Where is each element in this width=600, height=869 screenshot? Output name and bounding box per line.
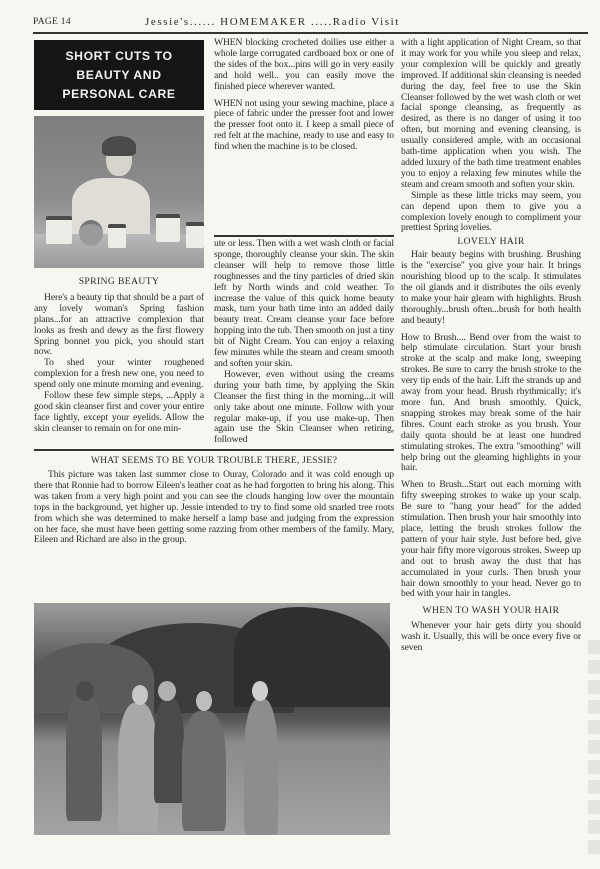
- banner-line: PERSONAL CARE: [62, 86, 176, 101]
- paragraph: with a light application of Night Cream, so that it may work for you while you sleep and relax, your complexion will be quickly and greatly improved. If additional skin cleansing is needed during the day, feel free to use the Skin Cleanser followed by the wet wash cloth or wet facial sponge cleansing, as frequently as desired, as there is no danger of using it too often, but morning and evening cleansing, is usually considered ample, with an occasional bath-time application when you wish. The added luxury of the bath time treatment enables you to enjoy a relaxing few minutes while the steam and cream smooth and soften your skin.: [401, 37, 581, 190]
- paragraph: Hair beauty begins with brushing. Brushing is the "exercise" you give your hair. It brings nourishing blood up to the scalp. It stimulates the oil glands and it distributes the oils evenly to make your hair gleam with highlights. Brush thoroughly...brush often...brush for both health and beauty!: [401, 249, 581, 326]
- photo-jar: [108, 224, 126, 248]
- watermark: [588, 640, 600, 860]
- trouble-text-block: [34, 470, 394, 546]
- lovely-hair-heading: LOVELY HAIR: [457, 236, 525, 248]
- page-header: [33, 14, 588, 32]
- photo-figure-hair: [102, 136, 136, 156]
- family-photo: [34, 603, 390, 835]
- page-number: PAGE 14: [33, 17, 71, 27]
- when-to-brush-paragraph: When to Brush...Start out each morning with fifty sweeping strokes to wake up your scalp. Be sure to "hang your head" for the added stimulation. Then brush your hair smoothly into place, letting the brush strokes follow the pattern of your hair style. Just before bed, give your hair fifty more vigorous strokes. Sweep up and out to brush away the dust that has accumulated in your curls. Then brush your hair down smoothly to your head. Never go to bed with your hair in tangles.: [401, 479, 581, 600]
- banner-line: BEAUTY AND: [76, 67, 162, 82]
- how-to-brush-paragraph: How to Brush.... Bend over from the waist to help stimulate circulation. Start your brush stroke at the scalp and make long, sweeping strokes. Be sure to carry the brush stroke to the very tip ends of the hair. Lift the strands up and away from your head. Brush rhythmically; it's more fun. And brush smoothly. Quick, snapping strokes may break some of the hair fibres. Count each stroke as you brush. Your daily quota should be at least one hundred stimulating strokes. The extra "smoothing" will help bring out the gleaming highlights in your hair.: [401, 331, 581, 474]
- paragraph: Whenever your hair gets dirty you should wash it. Usually, this will be once every five or seven: [401, 620, 581, 654]
- trouble-paragraph: This picture was taken last summer close to Ouray, Colorado and it was cold enough up there that Ronnie had to borrow Eileen's leather coat as he had forgotten to bring his along. This was taken from a very high point and you can see the clouds hanging low over the mountain tops in the background, yet higher up. Jessie intended to try to find some old snarled tree roots from which she was determined to make herself a lamp base and judging from the expression on her face, she must have been getting some razzing from other members of the family. Mary, Eileen and Richard are also in the group.: [34, 469, 394, 546]
- paragraph: To shed your winter roughened complexion for a fresh new one, you need to spend only one minute morning and evening.: [34, 357, 204, 391]
- beauty-photo: [34, 116, 204, 268]
- photo-jar: [186, 222, 204, 248]
- paragraph: ute or less. Then with a wet wash cloth or facial sponge, thoroughly cleanse your skin. The skin cleanser will help to remove those little roughnesses and the tiny particles of dried skin left by North winds and cold weather. To increase the value of this quick home beauty mask, turn your bath time into an added daily beauty treat. Cream cleanse your face before hopping into the tub. Then smooth on just a tiny bit of Night Cream. You can enjoy a relaxing few minutes while the steam and cream smooth and soften your skin.: [214, 238, 394, 369]
- photo-jar: [46, 216, 72, 244]
- paragraph: However, even without using the creams during your bath time, by applying the Skin Cleanser the first thing in the morning...it will only take about one minute. Follow with your regular make-up, if you use make-up. Then again use the Skin Cleanser when retiring, followed: [214, 368, 394, 446]
- photo-person-head: [196, 691, 212, 711]
- middle-column-text: [214, 239, 394, 446]
- header-divider: [33, 32, 588, 34]
- section-banner: [34, 40, 204, 110]
- photo-person: [118, 703, 158, 833]
- left-column-text: [34, 274, 204, 435]
- right-column-text: [401, 38, 581, 654]
- photo-person-head: [132, 685, 148, 705]
- trouble-heading: WHAT SEEMS TO BE YOUR TROUBLE THERE, JESSIE?: [90, 455, 338, 466]
- photo-person: [66, 691, 102, 821]
- paragraph: Here's a beauty tip that should be a part of any lovely woman's Spring fashion plans...for an attractive complexion that looks as fresh and dewy as the first flowery Spring bonnet you pick, you should start now.: [34, 291, 204, 358]
- photo-person: [154, 698, 184, 803]
- photo-person: [244, 699, 278, 835]
- photo-person-head: [252, 681, 268, 701]
- column-divider: [214, 235, 394, 237]
- section-divider: [34, 449, 394, 451]
- paragraph: Follow these few simple steps, ...Apply a good skin cleanser first and cover your entire face lightly, except your eyelids. Allow the skin cleanser to remain on for one min-: [34, 390, 204, 434]
- publication-title: Jessie's...... HOMEMAKER .....Radio Visit: [145, 16, 400, 28]
- photo-person-head: [76, 681, 94, 701]
- tip-paragraph: WHEN not using your sewing machine, place a piece of fabric under the presser foot and lower the presser foot onto it. I keep a small piece of red felt at the machine, ready to use and easy to find when the machine is to be closed.: [214, 97, 394, 153]
- photo-jar: [156, 214, 180, 242]
- middle-column-tips: [214, 38, 394, 153]
- tip-paragraph: WHEN blocking crocheted doilies use either a whole large corrugated cardboard box or one of the sides of the box...pins will go in very easily and hold well.. you can easily move the finished piece wherever wanted.: [214, 37, 394, 92]
- photo-caption: SPRING BEAUTY: [78, 276, 160, 287]
- paragraph: Simple as these little tricks may seem, you can depend upon them to give you a complexion lovely enough to compliment your prettiest Spring lovelies.: [401, 189, 581, 234]
- wash-hair-heading: WHEN TO WASH YOUR HAIR: [422, 605, 560, 617]
- photo-person-head: [158, 681, 176, 701]
- banner-line: SHORT CUTS TO: [65, 48, 173, 63]
- photo-jar: [79, 220, 103, 246]
- photo-person: [182, 711, 226, 831]
